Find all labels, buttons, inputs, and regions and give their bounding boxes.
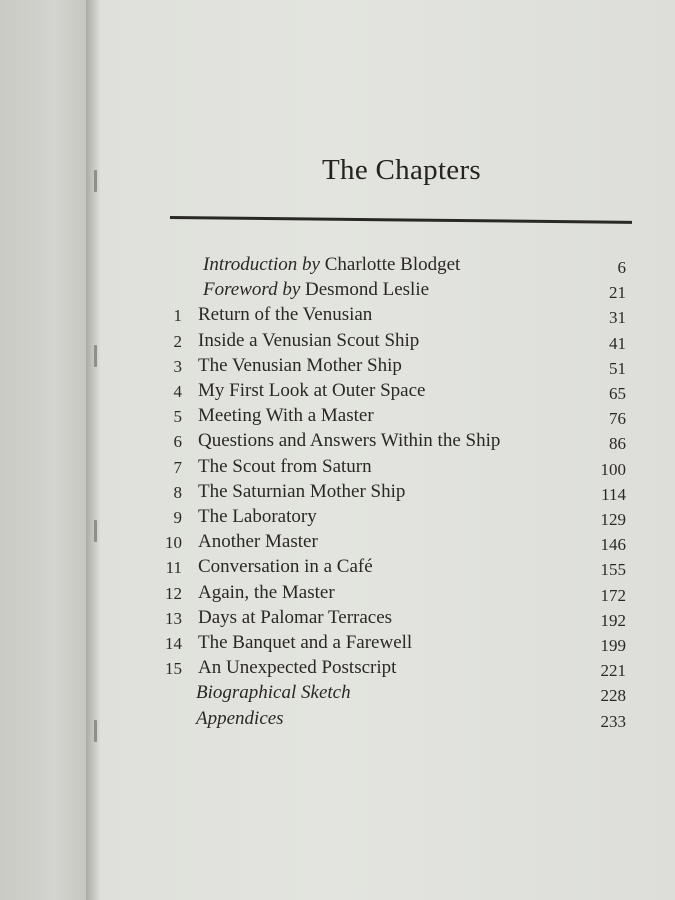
toc-entry <box>150 380 640 404</box>
chapter-title: Introduction by Charlotte Blodget <box>203 254 461 275</box>
chapter-title: The Scout from Saturn <box>198 455 372 477</box>
chapter-title: Meeting With a Master <box>198 405 374 427</box>
chapter-number: 12 <box>165 583 182 603</box>
toc-entry <box>150 632 640 656</box>
chapter-number: 15 <box>165 659 182 679</box>
chapter-title: Appendices <box>196 707 284 729</box>
toc-entry <box>150 405 640 429</box>
toc-entry <box>150 304 640 328</box>
chapter-number: 11 <box>165 558 182 578</box>
binding-stitch <box>94 720 97 742</box>
page-title: The Chapters <box>322 154 482 186</box>
chapter-title: Biographical Sketch <box>196 682 351 704</box>
chapter-number: 1 <box>173 306 182 326</box>
chapter-number: 4 <box>173 382 182 401</box>
chapter-title: Again, the Master <box>198 581 335 603</box>
toc-entry <box>150 330 640 354</box>
left-page <box>0 0 92 900</box>
binding-stitch <box>94 520 97 542</box>
page-number: 129 <box>600 510 626 529</box>
page-number: 21 <box>609 283 626 303</box>
page-number: 65 <box>609 384 626 403</box>
chapter-title: Another Master <box>198 531 318 553</box>
page-number: 86 <box>609 434 626 454</box>
toc-entry <box>150 582 640 606</box>
toc-entry <box>150 657 640 681</box>
page-number: 31 <box>609 308 626 328</box>
page-number: 6 <box>617 258 626 277</box>
chapter-number: 14 <box>165 634 182 653</box>
chapter-title: Inside a Venusian Scout Ship <box>198 329 420 351</box>
chapter-number: 3 <box>173 356 182 376</box>
toc-entry <box>150 355 640 379</box>
toc-entry <box>150 531 640 555</box>
toc-entry <box>150 456 640 480</box>
chapter-title: Conversation in a Café <box>198 556 373 578</box>
toc-entry <box>150 254 640 278</box>
toc-entry <box>150 607 640 631</box>
page-number: 221 <box>600 661 626 681</box>
toc-entry <box>150 481 640 505</box>
chapter-number: 10 <box>165 533 182 553</box>
chapter-title: The Laboratory <box>198 506 317 527</box>
page-number: 146 <box>600 535 626 555</box>
toc-entry <box>150 279 640 303</box>
chapter-title: My First Look at Outer Space <box>198 380 426 401</box>
page-number: 172 <box>600 585 626 605</box>
chapter-title: Foreword by Desmond Leslie <box>203 279 430 301</box>
chapter-title: Return of the Venusian <box>198 304 373 326</box>
chapter-number: 9 <box>173 508 182 527</box>
chapter-title: The Venusian Mother Ship <box>198 354 402 376</box>
toc-entry <box>150 506 640 530</box>
page-number: 155 <box>600 560 626 580</box>
page-number: 100 <box>600 459 626 479</box>
page-number: 51 <box>609 358 626 378</box>
page-number: 233 <box>600 711 626 731</box>
chapter-number: 8 <box>173 482 182 502</box>
toc-entry <box>150 682 640 706</box>
page-number: 199 <box>600 636 626 655</box>
toc-entry <box>150 708 640 732</box>
chapter-number: 6 <box>173 432 182 452</box>
chapter-title: An Unexpected Postscript <box>198 657 397 679</box>
page-number: 76 <box>609 409 626 429</box>
binding-stitch <box>94 345 97 367</box>
chapter-title: The Banquet and a Farewell <box>198 632 413 653</box>
toc-entry <box>150 556 640 580</box>
chapter-title: Days at Palomar Terraces <box>198 606 393 628</box>
book-gutter <box>86 0 100 900</box>
chapter-title: Questions and Answers Within the Ship <box>198 430 501 452</box>
chapter-number: 7 <box>173 457 182 477</box>
page-number: 41 <box>609 333 626 353</box>
page-number: 192 <box>600 610 626 630</box>
toc-entry <box>150 430 640 454</box>
chapter-title: The Saturnian Mother Ship <box>198 480 406 502</box>
binding-stitch <box>94 170 97 192</box>
chapter-number: 13 <box>165 608 182 628</box>
page-number: 228 <box>600 686 626 706</box>
chapter-number: 5 <box>173 407 182 427</box>
page-number: 114 <box>601 484 626 504</box>
chapter-number: 2 <box>173 331 182 351</box>
